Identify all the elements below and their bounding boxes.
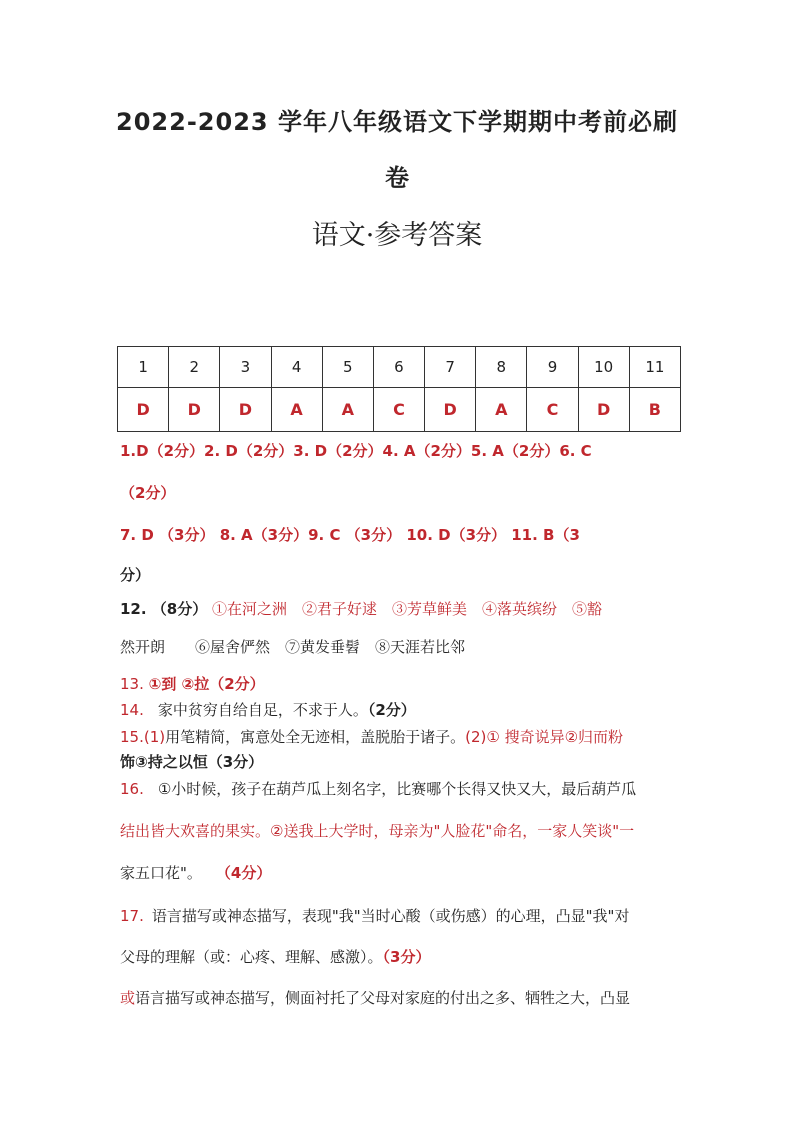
answer-15-part1: 用笔精简，寓意处全无迹相，盖脱胎于诸子。 [165,728,466,746]
answer-key: C [527,388,578,432]
question-14-label: 14. [120,701,144,719]
answer-key: B [629,388,680,432]
answer-12 [120,598,680,619]
answer-16 [120,778,680,799]
question-number: 11 [629,347,680,388]
answer-16-cont-text: 结出皆大欢喜的果实。②送我上大学时，母亲为"人脸花"命名，一家人笑谈"一 [120,822,635,840]
answer-15-part2: (2)① 搜奇说异②归而粉 [465,728,624,746]
question-number: 1 [118,347,169,388]
answer-17-cont-text: 父母的理解（或：心疼、理解、感激）。 [120,948,383,966]
answer-line-1-6: 1.D（2分）2. D（2分）3. D（2分）4. A（2分）5. A（2分）6. C [120,442,592,460]
answer-12-cont [120,636,680,657]
question-number: 8 [476,347,527,388]
answer-17-score: （3分） [382,948,431,966]
question-number: 10 [578,347,629,388]
answer-key: A [271,388,322,432]
answer-14-text: 家中贫穷自给自足，不求于人。 [157,701,368,719]
answer-17 [120,905,680,926]
answer-14 [120,699,680,720]
answer-line-1-6-cont: （2分） [120,484,176,502]
answer-17-alt [120,987,680,1008]
answer-14-score: （2分） [367,701,416,719]
question-15-label: 15.(1) [120,728,166,746]
answer-key-row [118,388,681,432]
answer-13-text: ①到 ②拉（2分） [148,675,265,693]
answer-key: A [322,388,373,432]
answer-17-alt-label: 或 [120,989,136,1007]
answer-17-alt-text: 语言描写或神态描写，侧面衬托了父母对家庭的付出之多、牺牲之大，凸显 [135,989,631,1007]
answer-key: D [169,388,220,432]
answer-key: A [476,388,527,432]
answer-key: D [425,388,476,432]
answer-15-cont-text: 饰③持之以恒（3分） [120,753,264,771]
answer-line-7-11-cont: 分） [120,566,151,584]
answer-17-cont [120,946,680,967]
question-13-label: 13. [120,675,149,693]
document-title-continued: 卷 [385,164,409,192]
answer-16-end-text: 家五口花"。 [120,864,202,882]
question-number: 7 [425,347,476,388]
answer-16-end [120,862,680,883]
question-16-label: 16. [120,780,144,798]
answer-table [117,346,681,432]
question-number: 6 [373,347,424,388]
question-number-row [118,347,681,388]
answer-12-cont-text: 然开朗 ⑥屋舍俨然 ⑦黄发垂髫 ⑧天涯若比邻 [120,638,466,656]
answer-15 [120,726,680,747]
answer-key: D [118,388,169,432]
question-number: 5 [322,347,373,388]
answer-key: D [578,388,629,432]
answer-key: C [373,388,424,432]
question-17-label: 17. [120,907,144,925]
question-number: 4 [271,347,322,388]
question-number: 3 [220,347,271,388]
answer-key: D [220,388,271,432]
question-12-label: 12. （8分） [120,600,208,618]
answer-16-score: （4分） [215,864,272,882]
question-number: 9 [527,347,578,388]
answer-line-7-11: 7. D （3分） 8. A（3分）9. C （3分） 10. D（3分） 11. B（3 [120,526,580,544]
answer-12-text: ①在河之洲 ②君子好逑 ③芳草鲜美 ④落英缤纷 ⑤豁 [212,600,603,618]
answer-16-text: ①小时候，孩子在葫芦瓜上刻名字，比赛哪个长得又快又大，最后葫芦瓜 [157,780,637,798]
answer-15-cont [120,751,680,772]
answer-13 [120,673,680,694]
document-subtitle: 语文·参考答案 [311,220,483,251]
document-title: 2022-2023 学年八年级语文下学期期中考前必刷 [116,108,678,136]
answer-17-text: 语言描写或神态描写，表现"我"当时心酸（或伤感）的心理，凸显"我"对 [151,907,630,925]
question-number: 2 [169,347,220,388]
answer-16-cont [120,820,680,841]
